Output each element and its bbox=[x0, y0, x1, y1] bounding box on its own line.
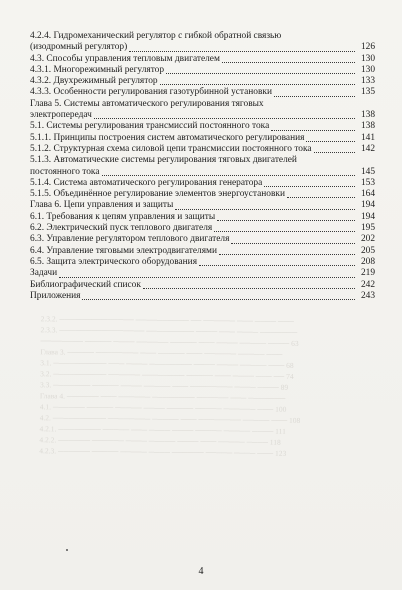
toc-entry-title: Глава 5. Системы автоматического регулирования тяговых bbox=[30, 98, 264, 109]
dot-leader bbox=[271, 130, 355, 131]
toc-entry-page: 164 bbox=[360, 189, 375, 200]
toc-entry-page: 141 bbox=[360, 132, 375, 143]
toc-entry-title: 6.4. Управление тяговыми электродвигателями bbox=[30, 245, 217, 256]
dot-leader bbox=[287, 197, 355, 198]
dot-leader bbox=[82, 299, 355, 300]
dot-leader bbox=[231, 243, 355, 244]
toc-entry-page: 194 bbox=[360, 211, 375, 222]
toc-entry bbox=[30, 87, 375, 98]
table-of-contents bbox=[30, 31, 375, 302]
toc-entry-title: 5.1.3. Автоматические системы регулирования тяговых двигателей bbox=[30, 155, 297, 166]
dot-leader bbox=[143, 288, 355, 289]
dot-leader bbox=[219, 254, 355, 255]
toc-entry bbox=[30, 257, 375, 268]
toc-entry-title: электропередач bbox=[30, 110, 92, 121]
dot-leader bbox=[166, 73, 355, 74]
toc-entry-page: 142 bbox=[360, 143, 375, 154]
toc-entry bbox=[30, 76, 375, 87]
toc-entry-title: Приложения bbox=[30, 290, 81, 301]
toc-entry bbox=[30, 212, 375, 223]
toc-entry-page: 205 bbox=[360, 245, 375, 256]
toc-entry-title: 6.5. Защита электрического оборудования bbox=[30, 256, 198, 267]
toc-entry-title: 4.2.4. Гидромеханический регулятор с гибкой обратной связью bbox=[30, 31, 282, 41]
toc-entry-page: 135 bbox=[360, 87, 375, 98]
toc-entry-title: 5.1.1. Принципы построения систем автоматического регулирования bbox=[30, 132, 305, 143]
dot-leader bbox=[264, 186, 355, 187]
toc-entry-title: 4.3.1. Многорежимный регулятор bbox=[30, 64, 165, 75]
toc-entry bbox=[30, 65, 375, 76]
page-number: 4 bbox=[198, 566, 204, 577]
toc-entry-page: 138 bbox=[360, 110, 375, 121]
toc-entry bbox=[30, 144, 375, 155]
dot-leader bbox=[306, 141, 355, 142]
toc-entry-title: 4.3. Способы управления тепловым двигателем bbox=[30, 53, 220, 64]
toc-entry-title: Задачи bbox=[30, 268, 58, 279]
toc-entry-title: 6.1. Требования к цепям управления и защиты bbox=[30, 211, 216, 222]
dot-leader bbox=[94, 118, 355, 119]
toc-entry bbox=[30, 121, 375, 132]
dot-leader bbox=[199, 265, 355, 266]
toc-entry bbox=[30, 246, 375, 257]
toc-entry-page: 133 bbox=[360, 76, 375, 87]
toc-entry-title: 5.1.4. Система автоматического регулирования генератора bbox=[30, 177, 263, 188]
toc-entry bbox=[30, 99, 375, 122]
toc-entry-page: 195 bbox=[360, 223, 375, 234]
toc-entry-title: 4.3.2. Двухрежимный регулятор bbox=[30, 76, 158, 87]
dot-leader bbox=[214, 231, 355, 232]
toc-entry-title: (изодромный регулятор) bbox=[30, 42, 128, 53]
toc-entry-title: 4.3.3. Особенности регулирования газотурбинной установки bbox=[30, 87, 272, 98]
toc-entry bbox=[30, 200, 375, 211]
dot-leader bbox=[274, 96, 355, 97]
toc-entry-title: 5.1. Системы регулирования трансмиссий постоянного тока bbox=[30, 121, 270, 132]
bleed-through-text: 2.3.2. ────────────── ────────── ── ────── ─── ──── ─── 2.3.3. ──────────────── ───────── ──── ─── ──── ─────── ──────── ───── ──── ────── ───── ─── ──── ───── ──── 63 Глава 3. ───── ──────── ─── ───── ─── ────── ───── ─── 3.1. ────────── ─── ──── ──────── ──── ──── ───── ─── 68 3.2. ────────── ────── ──────── ───── ─── ──── ─── ── 74 3.3. ─────── ───── ──── ───── ─── ──────── ──── ──── 89 Глава 4. ────── ─── ────── ──────── ────── ─── ─────── 4.1. ────── ───── ───── ──── ───── ───── ────── ─── 100 4.2. ────────── ──────── ───── ─── ──────── ───── ─── 108 4.2.1. ──────── ───── ─── ──── ──── ───── ───── ──── 111 4.2.2. ────── ────── ──── ───── ──── ─── ───── ──── 118 4.2.3. ────── ───── ───── ──── ────── ───── ──── ─── 123 bbox=[39, 314, 301, 458]
toc-entry-page: 153 bbox=[360, 177, 375, 188]
toc-entry bbox=[30, 268, 375, 279]
toc-entry-title: 6.3. Управление регулятором теплового двигателя bbox=[30, 234, 230, 245]
dot-leader bbox=[129, 51, 355, 52]
toc-entry-page: 126 bbox=[360, 42, 375, 53]
toc-entry-title: 6.2. Электрический пуск теплового двигателя bbox=[30, 223, 213, 234]
toc-entry bbox=[30, 223, 375, 234]
dot-leader bbox=[175, 209, 355, 210]
dot-leader bbox=[314, 152, 355, 153]
toc-entry-page: 145 bbox=[360, 166, 375, 177]
toc-entry-title: Библиографический список bbox=[30, 279, 141, 290]
toc-entry-page: 242 bbox=[360, 279, 375, 290]
toc-entry bbox=[30, 234, 375, 245]
toc-entry-title: Глава 6. Цепи управления и защиты bbox=[30, 200, 174, 211]
toc-entry bbox=[30, 280, 375, 291]
toc-entry-page: 243 bbox=[360, 290, 375, 301]
toc-entry bbox=[30, 178, 375, 189]
dot-leader bbox=[217, 220, 355, 221]
toc-entry-page: 208 bbox=[360, 256, 375, 267]
dot-leader bbox=[59, 277, 355, 278]
toc-entry bbox=[30, 155, 375, 178]
toc-entry bbox=[30, 31, 375, 54]
toc-entry-title: 5.1.2. Структурная схема силовой цепи трансмиссии постоянного тока bbox=[30, 143, 312, 154]
toc-entry-page: 130 bbox=[360, 53, 375, 64]
toc-entry-title: постоянного тока bbox=[30, 166, 100, 177]
toc-entry bbox=[30, 133, 375, 144]
toc-entry-page: 130 bbox=[360, 64, 375, 75]
toc-entry-page: 194 bbox=[360, 200, 375, 211]
toc-entry-page: 219 bbox=[360, 268, 375, 279]
toc-entry bbox=[30, 54, 375, 65]
toc-entry bbox=[30, 291, 375, 302]
toc-entry-page: 138 bbox=[360, 121, 375, 132]
toc-entry-page: 202 bbox=[360, 234, 375, 245]
dot-leader bbox=[160, 84, 355, 85]
toc-entry-title: 5.1.5. Объединённое регулирование элементов энергоустановки bbox=[30, 189, 285, 200]
dot-leader bbox=[222, 62, 355, 63]
paper-speck bbox=[66, 549, 68, 551]
toc-entry bbox=[30, 189, 375, 200]
dot-leader bbox=[102, 175, 356, 176]
